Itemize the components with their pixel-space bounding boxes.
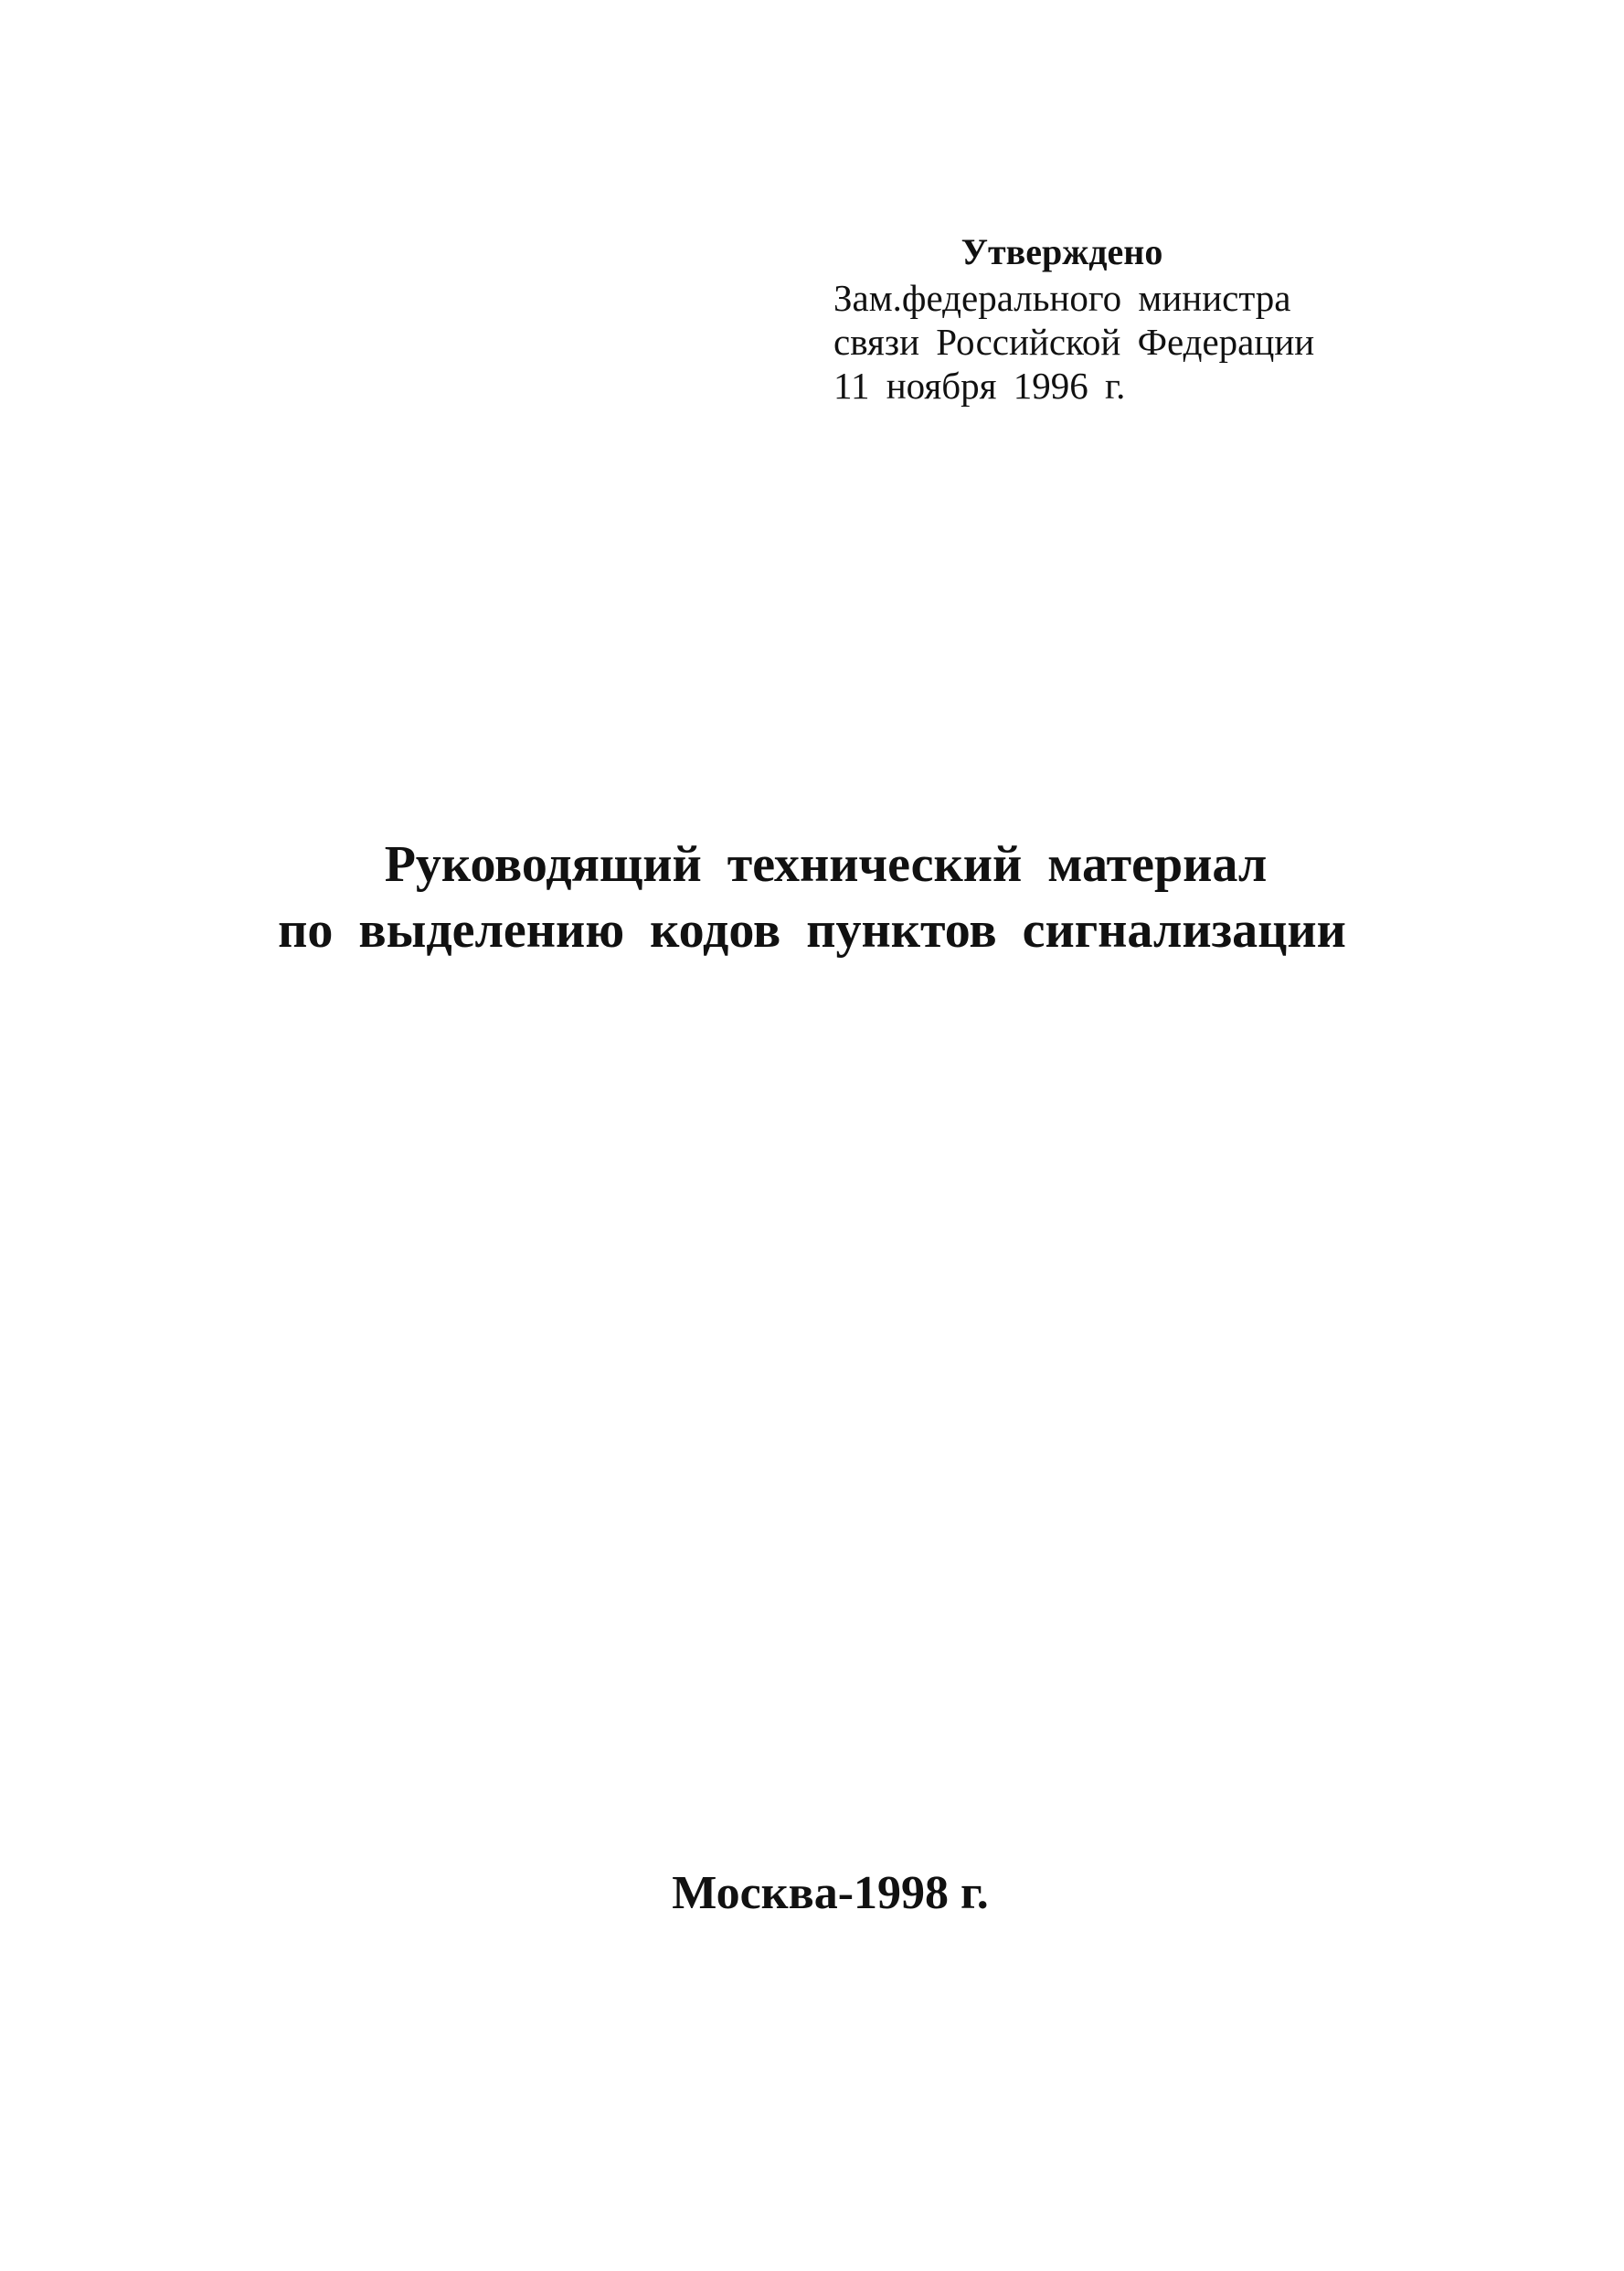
place-and-year: Москва-1998 г. bbox=[672, 1867, 989, 1919]
document-title bbox=[0, 832, 1624, 963]
title-line-2: по выделению кодов пунктов сигнализации bbox=[278, 902, 1346, 959]
approval-organization: связи Российской Федерации bbox=[833, 321, 1315, 363]
approval-block bbox=[833, 228, 1418, 408]
approval-date: 11 ноября 1996 г. bbox=[833, 365, 1126, 407]
approval-heading: Утверждено bbox=[961, 231, 1163, 272]
title-line-1: Руководящий технический материал bbox=[384, 836, 1268, 893]
approval-position: Зам.федерального министра bbox=[833, 277, 1291, 319]
